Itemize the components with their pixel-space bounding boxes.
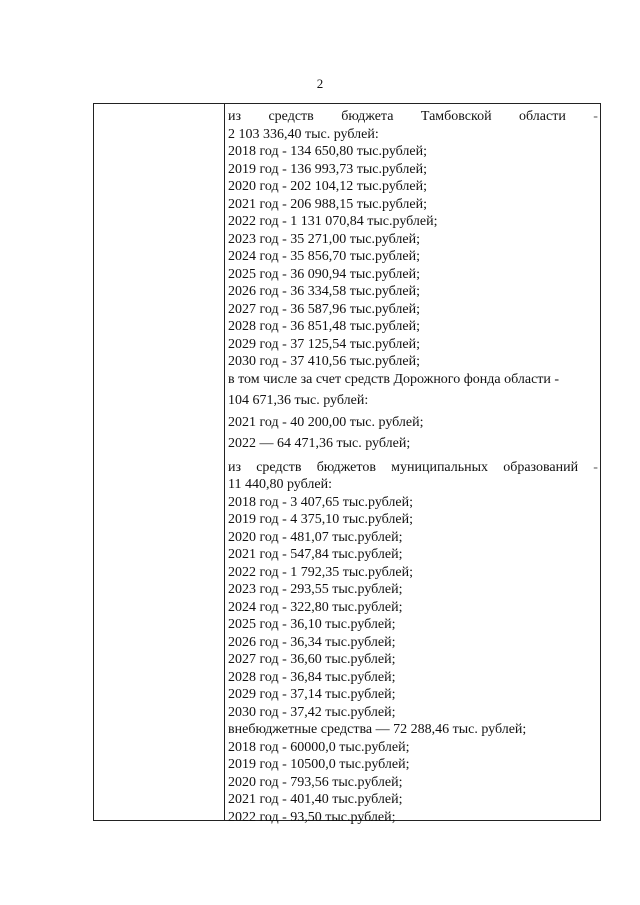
- regional-budget-years: [228, 143, 598, 371]
- year-line: 2020 год - 202 104,12 тыс.рублей;: [228, 179, 428, 194]
- municipal-budget-heading: [228, 459, 598, 477]
- year-line: 2023 год - 293,55 тыс.рублей;: [228, 582, 403, 597]
- year-line: 2022 год - 93,50 тыс.рублей;: [228, 809, 396, 825]
- year-line: 2022 — 64 471,36 тыс. рублей;: [228, 436, 411, 451]
- year-line: 2024 год - 322,80 тыс.рублей;: [228, 599, 403, 615]
- regional-budget-heading: [228, 108, 598, 126]
- year-line: 2022 год - 1 792,35 тыс.рублей;: [228, 564, 414, 580]
- year-line: 2018 год - 3 407,65 тыс.рублей;: [228, 494, 414, 510]
- heading-word: Тамбовской: [420, 109, 492, 124]
- year-line: 2026 год - 36 334,58 тыс.рублей;: [228, 284, 421, 299]
- funding-table: [93, 103, 601, 825]
- year-line: 2019 год - 136 993,73 тыс.рублей;: [228, 161, 428, 177]
- year-line: 2019 год - 10500,0 тыс.рублей;: [228, 757, 410, 772]
- heading-word: -: [593, 459, 598, 475]
- year-line: 2030 год - 37,42 тыс.рублей;: [228, 704, 396, 720]
- year-line: 2019 год - 4 375,10 тыс.рублей;: [228, 512, 414, 527]
- year-line: 2024 год - 35 856,70 тыс.рублей;: [228, 249, 421, 264]
- heading-word: из: [228, 109, 242, 124]
- year-line: 2021 год - 206 988,15 тыс.рублей;: [228, 196, 428, 212]
- year-line: 2025 год - 36 090,94 тыс.рублей;: [228, 266, 421, 282]
- year-line: 2029 год - 37,14 тыс.рублей;: [228, 687, 396, 702]
- year-line: 2021 год - 401,40 тыс.рублей;: [228, 792, 403, 807]
- year-line: 2030 год - 37 410,56 тыс.рублей;: [228, 354, 421, 369]
- road-fund-heading: в том числе за счет средств Дорожного фонда области -: [228, 371, 560, 387]
- year-line: 2028 год - 36,84 тыс.рублей;: [228, 669, 396, 685]
- year-line: 2020 год - 481,07 тыс.рублей;: [228, 529, 403, 545]
- year-line: 2029 год - 37 125,54 тыс.рублей;: [228, 336, 421, 352]
- heading-word: бюджета: [341, 109, 394, 124]
- heading-word: средств: [268, 109, 314, 124]
- extra-budget-years: [228, 739, 598, 827]
- extra-budget-heading: внебюджетные средства — 72 288,46 тыс. рублей;: [228, 722, 527, 737]
- heading-word: -: [593, 109, 598, 124]
- regional-budget-total: 2 103 336,40 тыс. рублей:: [228, 126, 379, 142]
- year-line: 2028 год - 36 851,48 тыс.рублей;: [228, 319, 421, 334]
- year-line: 2025 год - 36,10 тыс.рублей;: [228, 617, 396, 632]
- year-line: 2026 год - 36,34 тыс.рублей;: [228, 634, 396, 650]
- municipal-budget-total: 11 440,80 рублей:: [228, 477, 332, 492]
- year-line: 2018 год - 134 650,80 тыс.рублей;: [228, 144, 428, 159]
- year-line: 2027 год - 36 587,96 тыс.рублей;: [228, 301, 421, 317]
- column-divider: [224, 104, 225, 820]
- heading-word: бюджетов: [316, 459, 376, 475]
- heading-word: из: [228, 459, 242, 475]
- year-line: 2022 год - 1 131 070,84 тыс.рублей;: [228, 214, 438, 229]
- heading-word: области: [519, 109, 566, 124]
- heading-word: муниципальных: [391, 459, 489, 475]
- heading-word: средств: [256, 459, 302, 475]
- funding-text-cell: [228, 108, 598, 826]
- municipal-budget-years: [228, 494, 598, 722]
- year-line: 2027 год - 36,60 тыс.рублей;: [228, 652, 396, 667]
- year-line: 2023 год - 35 271,00 тыс.рублей;: [228, 231, 421, 247]
- page-number: 2: [316, 76, 324, 91]
- year-line: 2020 год - 793,56 тыс.рублей;: [228, 774, 403, 790]
- year-line: 2021 год - 547,84 тыс.рублей;: [228, 547, 403, 562]
- road-fund-total: 104 671,36 тыс. рублей:: [228, 393, 369, 408]
- heading-word: образований: [503, 459, 579, 475]
- year-line: 2021 год - 40 200,00 тыс. рублей;: [228, 414, 424, 430]
- year-line: 2018 год - 60000,0 тыс.рублей;: [228, 739, 410, 755]
